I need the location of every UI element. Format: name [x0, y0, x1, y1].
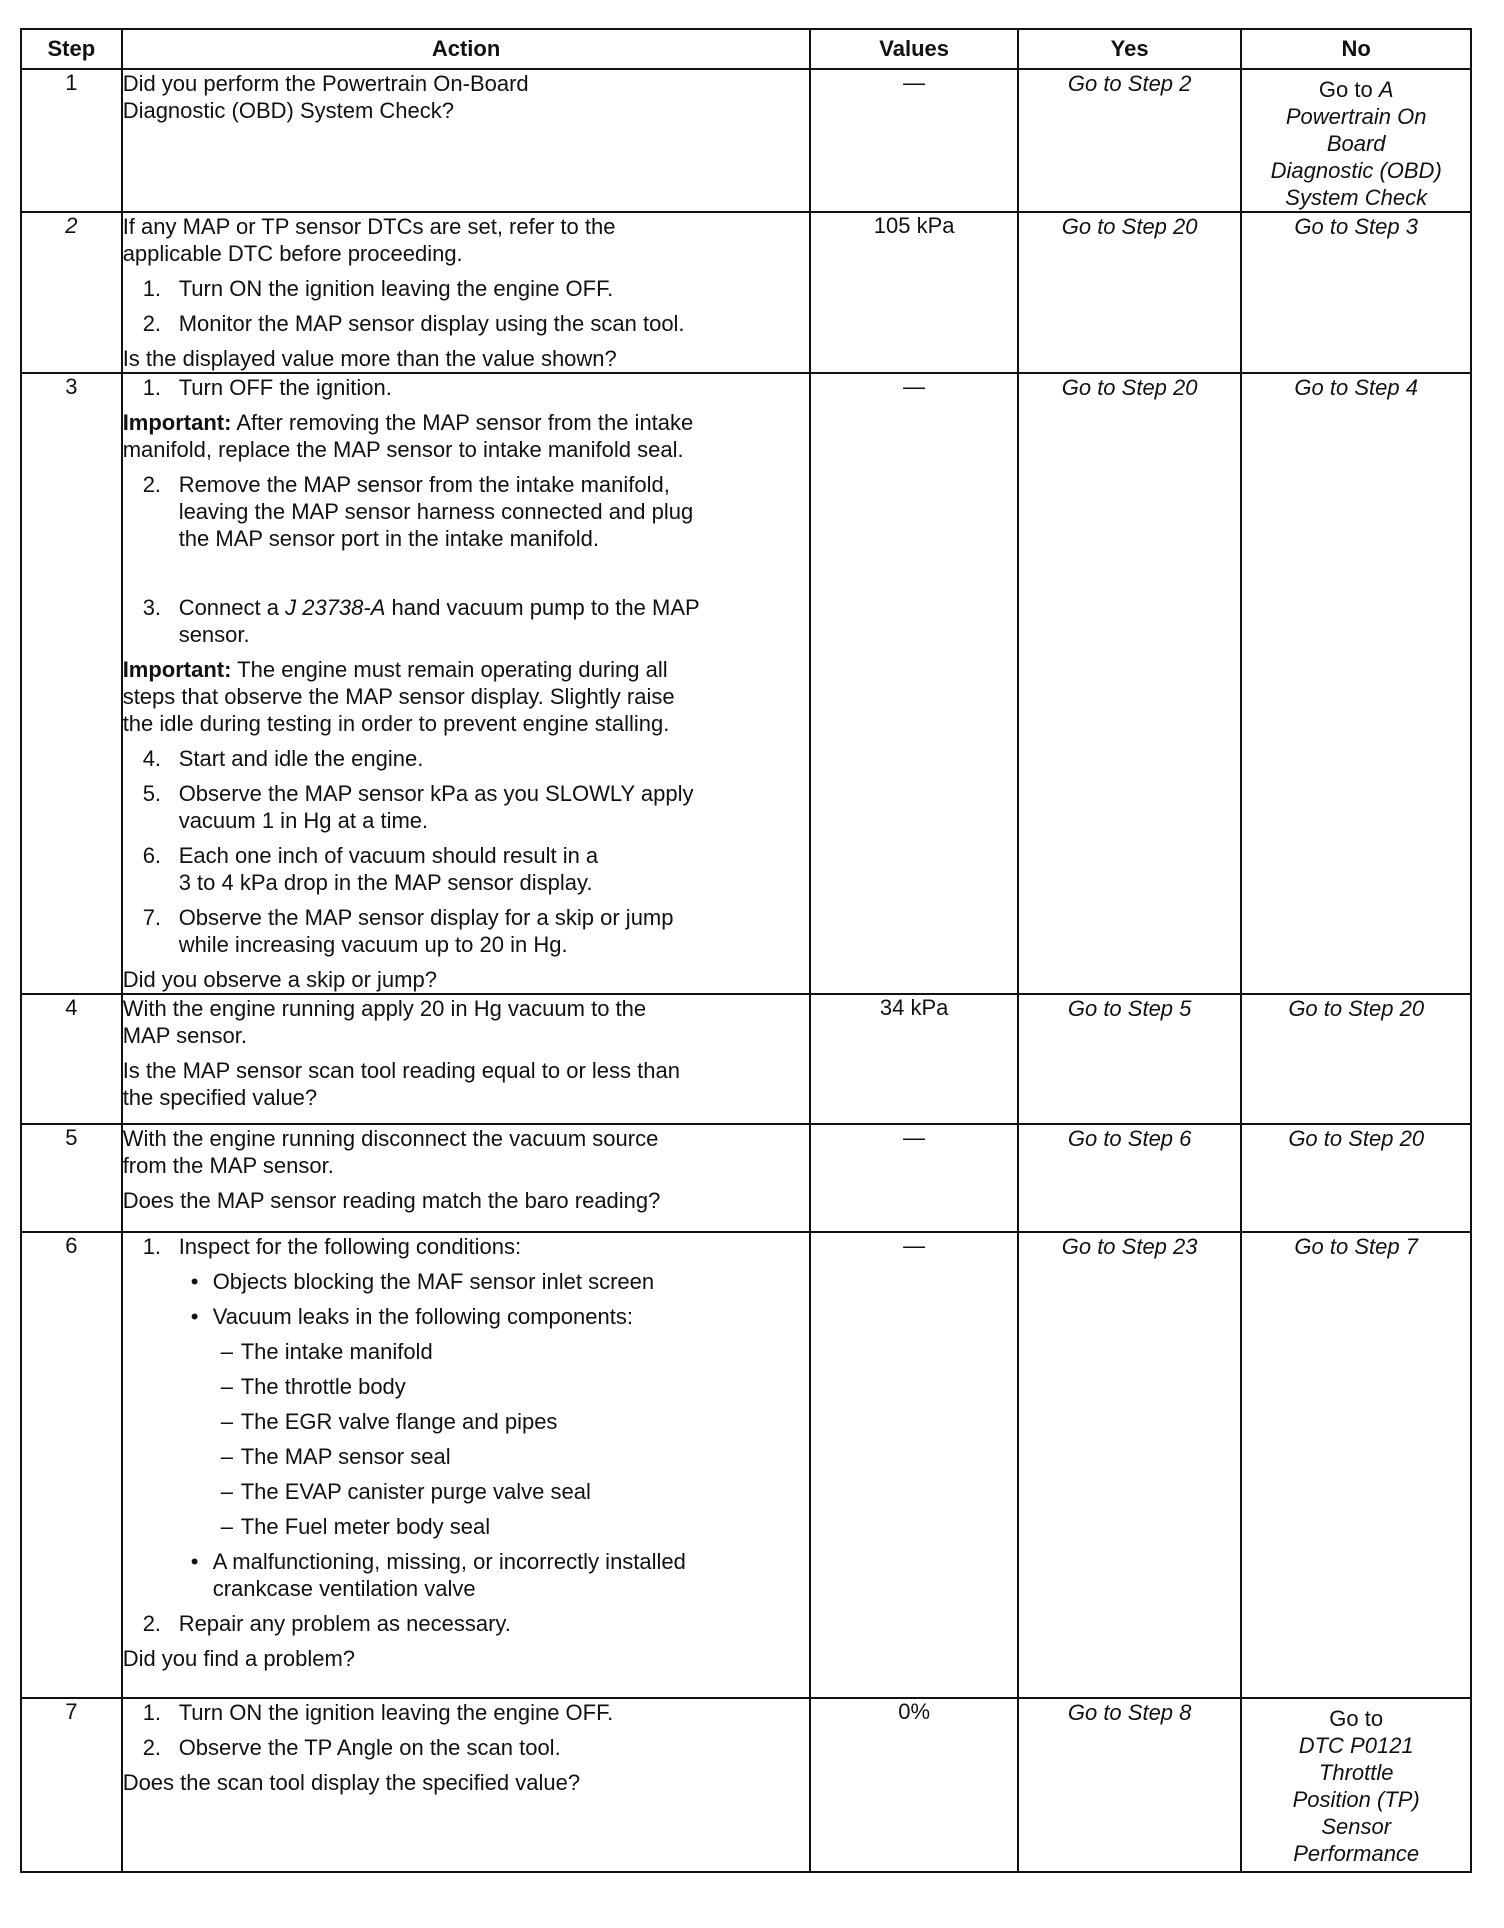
no-link-text: Go to	[1318, 77, 1379, 102]
table-row	[21, 69, 1471, 212]
yes-link[interactable]: Go to Step 5	[1018, 994, 1242, 1124]
question-text: the specified value?	[122, 1085, 318, 1110]
question-text: Did you find a problem?	[122, 1646, 356, 1671]
action-cell	[122, 994, 811, 1124]
question-text: Diagnostic (OBD) System Check?	[122, 98, 455, 123]
value-cell: —	[810, 373, 1017, 994]
question-text: Is the displayed value more than the value shown?	[122, 346, 617, 371]
step-number: 3	[21, 373, 122, 994]
dash-item: – The Fuel meter body seal	[220, 1514, 491, 1539]
no-link-text: Position (TP)	[1292, 1787, 1420, 1812]
no-link-text: Performance	[1293, 1841, 1420, 1866]
no-link-text: Diagnostic (OBD)	[1270, 158, 1442, 183]
header-values: Values	[810, 29, 1017, 69]
step-number: 7	[21, 1698, 122, 1872]
no-link[interactable]	[1241, 1698, 1471, 1872]
no-link[interactable]: Go to Step 7	[1241, 1232, 1471, 1698]
value-cell: 105 kPa	[810, 212, 1017, 373]
table-row	[21, 212, 1471, 373]
numbered-step: 2. Remove the MAP sensor from the intake manifold, leaving the MAP sensor harness connected and plug the MAP sensor port in the intake manifold.	[142, 472, 694, 551]
header-step: Step	[21, 29, 122, 69]
no-link-text: Board	[1326, 131, 1386, 156]
table-row	[21, 1232, 1471, 1698]
question-text: Does the MAP sensor reading match the baro reading?	[122, 1188, 661, 1213]
header-action: Action	[122, 29, 811, 69]
no-link[interactable]: Go to Step 3	[1241, 212, 1471, 373]
header-no: No	[1241, 29, 1471, 69]
yes-link[interactable]: Go to Step 6	[1018, 1124, 1242, 1232]
numbered-step: 1. Inspect for the following conditions:	[142, 1234, 522, 1259]
table-row	[21, 1698, 1471, 1872]
action-cell	[122, 1124, 811, 1232]
action-cell	[122, 1698, 811, 1872]
header-row	[21, 29, 1471, 69]
no-link[interactable]	[1241, 69, 1471, 212]
yes-link[interactable]: Go to Step 8	[1018, 1698, 1242, 1872]
action-cell	[122, 1232, 811, 1698]
step-number: 6	[21, 1232, 122, 1698]
table-row	[21, 994, 1471, 1124]
question-text: Does the scan tool display the specified value?	[122, 1770, 581, 1795]
action-text: MAP sensor.	[122, 1023, 248, 1048]
action-text: With the engine running apply 20 in Hg vacuum to the	[122, 996, 647, 1021]
intro-text: If any MAP or TP sensor DTCs are set, refer to the	[122, 214, 616, 239]
value-cell: 34 kPa	[810, 994, 1017, 1124]
numbered-step: 2. Repair any problem as necessary.	[142, 1611, 511, 1636]
bullet-item: • A malfunctioning, missing, or incorrectly installed crankcase ventilation valve	[190, 1549, 686, 1601]
step-number: 2	[21, 212, 122, 373]
diagnostic-table	[20, 28, 1472, 1873]
question-text: Did you observe a skip or jump?	[122, 967, 437, 992]
value-cell: —	[810, 1124, 1017, 1232]
table-row	[21, 1124, 1471, 1232]
value-cell: 0%	[810, 1698, 1017, 1872]
no-link-text: Powertrain On	[1285, 104, 1427, 129]
numbered-step: 1. Turn ON the ignition leaving the engine OFF.	[142, 1700, 614, 1725]
header-yes: Yes	[1018, 29, 1242, 69]
action-text: With the engine running disconnect the vacuum source	[122, 1126, 659, 1151]
yes-link[interactable]: Go to Step 2	[1018, 69, 1242, 212]
dash-item: – The intake manifold	[220, 1339, 433, 1364]
table-row	[21, 373, 1471, 994]
numbered-step: 3. Connect a J 23738-A hand vacuum pump to the MAP sensor.	[142, 595, 700, 647]
no-link[interactable]: Go to Step 20	[1241, 994, 1471, 1124]
diagnostic-table-page	[20, 28, 1472, 1873]
no-link-text: Throttle	[1318, 1760, 1394, 1785]
action-cell	[122, 212, 811, 373]
no-link-text: A	[1378, 77, 1394, 102]
dash-item: – The throttle body	[220, 1374, 406, 1399]
dash-item: – The EGR valve flange and pipes	[220, 1409, 558, 1434]
numbered-step: 1. Turn OFF the ignition.	[142, 375, 392, 400]
action-cell	[122, 373, 811, 994]
important-note: Important: The engine must remain operating during all steps that observe the MAP sensor display. Slightly raise the idle during testing in order to prevent engine stalling.	[122, 657, 675, 736]
dash-item: – The MAP sensor seal	[220, 1444, 451, 1469]
step-number: 5	[21, 1124, 122, 1232]
numbered-step: 2. Observe the TP Angle on the scan tool.	[142, 1735, 561, 1760]
no-link-text: Go to	[1329, 1706, 1384, 1731]
action-text: from the MAP sensor.	[122, 1153, 334, 1178]
no-link-text: DTC P0121	[1298, 1733, 1414, 1758]
numbered-step: 2. Monitor the MAP sensor display using the scan tool.	[142, 311, 685, 336]
yes-link[interactable]: Go to Step 23	[1018, 1232, 1242, 1698]
no-link-text: Sensor	[1321, 1814, 1392, 1839]
bullet-item: • Vacuum leaks in the following components:	[190, 1304, 633, 1329]
numbered-step: 7. Observe the MAP sensor display for a skip or jump while increasing vacuum up to 20 in Hg.	[142, 905, 674, 957]
no-link[interactable]: Go to Step 4	[1241, 373, 1471, 994]
tool-reference: J 23738-A	[285, 595, 386, 620]
numbered-step: 4. Start and idle the engine.	[142, 746, 424, 771]
yes-link[interactable]: Go to Step 20	[1018, 373, 1242, 994]
question-text: Did you perform the Powertrain On-Board	[122, 71, 529, 96]
question-text: Is the MAP sensor scan tool reading equal to or less than	[122, 1058, 680, 1083]
value-cell: —	[810, 1232, 1017, 1698]
value-cell: —	[810, 69, 1017, 212]
no-link[interactable]: Go to Step 20	[1241, 1124, 1471, 1232]
numbered-step: 1. Turn ON the ignition leaving the engine OFF.	[142, 276, 614, 301]
no-link-text: System Check	[1285, 185, 1428, 210]
numbered-step: 6. Each one inch of vacuum should result in a 3 to 4 kPa drop in the MAP sensor display.	[142, 843, 599, 895]
intro-text: applicable DTC before proceeding.	[122, 241, 463, 266]
numbered-step: 5. Observe the MAP sensor kPa as you SLOWLY apply vacuum 1 in Hg at a time.	[142, 781, 694, 833]
yes-link[interactable]: Go to Step 20	[1018, 212, 1242, 373]
step-number: 1	[21, 69, 122, 212]
important-note: Important: After removing the MAP sensor from the intake manifold, replace the MAP sensor to intake manifold seal.	[122, 410, 694, 462]
step-number: 4	[21, 994, 122, 1124]
dash-item: – The EVAP canister purge valve seal	[220, 1479, 591, 1504]
action-cell	[122, 69, 811, 212]
bullet-item: • Objects blocking the MAF sensor inlet screen	[190, 1269, 655, 1294]
